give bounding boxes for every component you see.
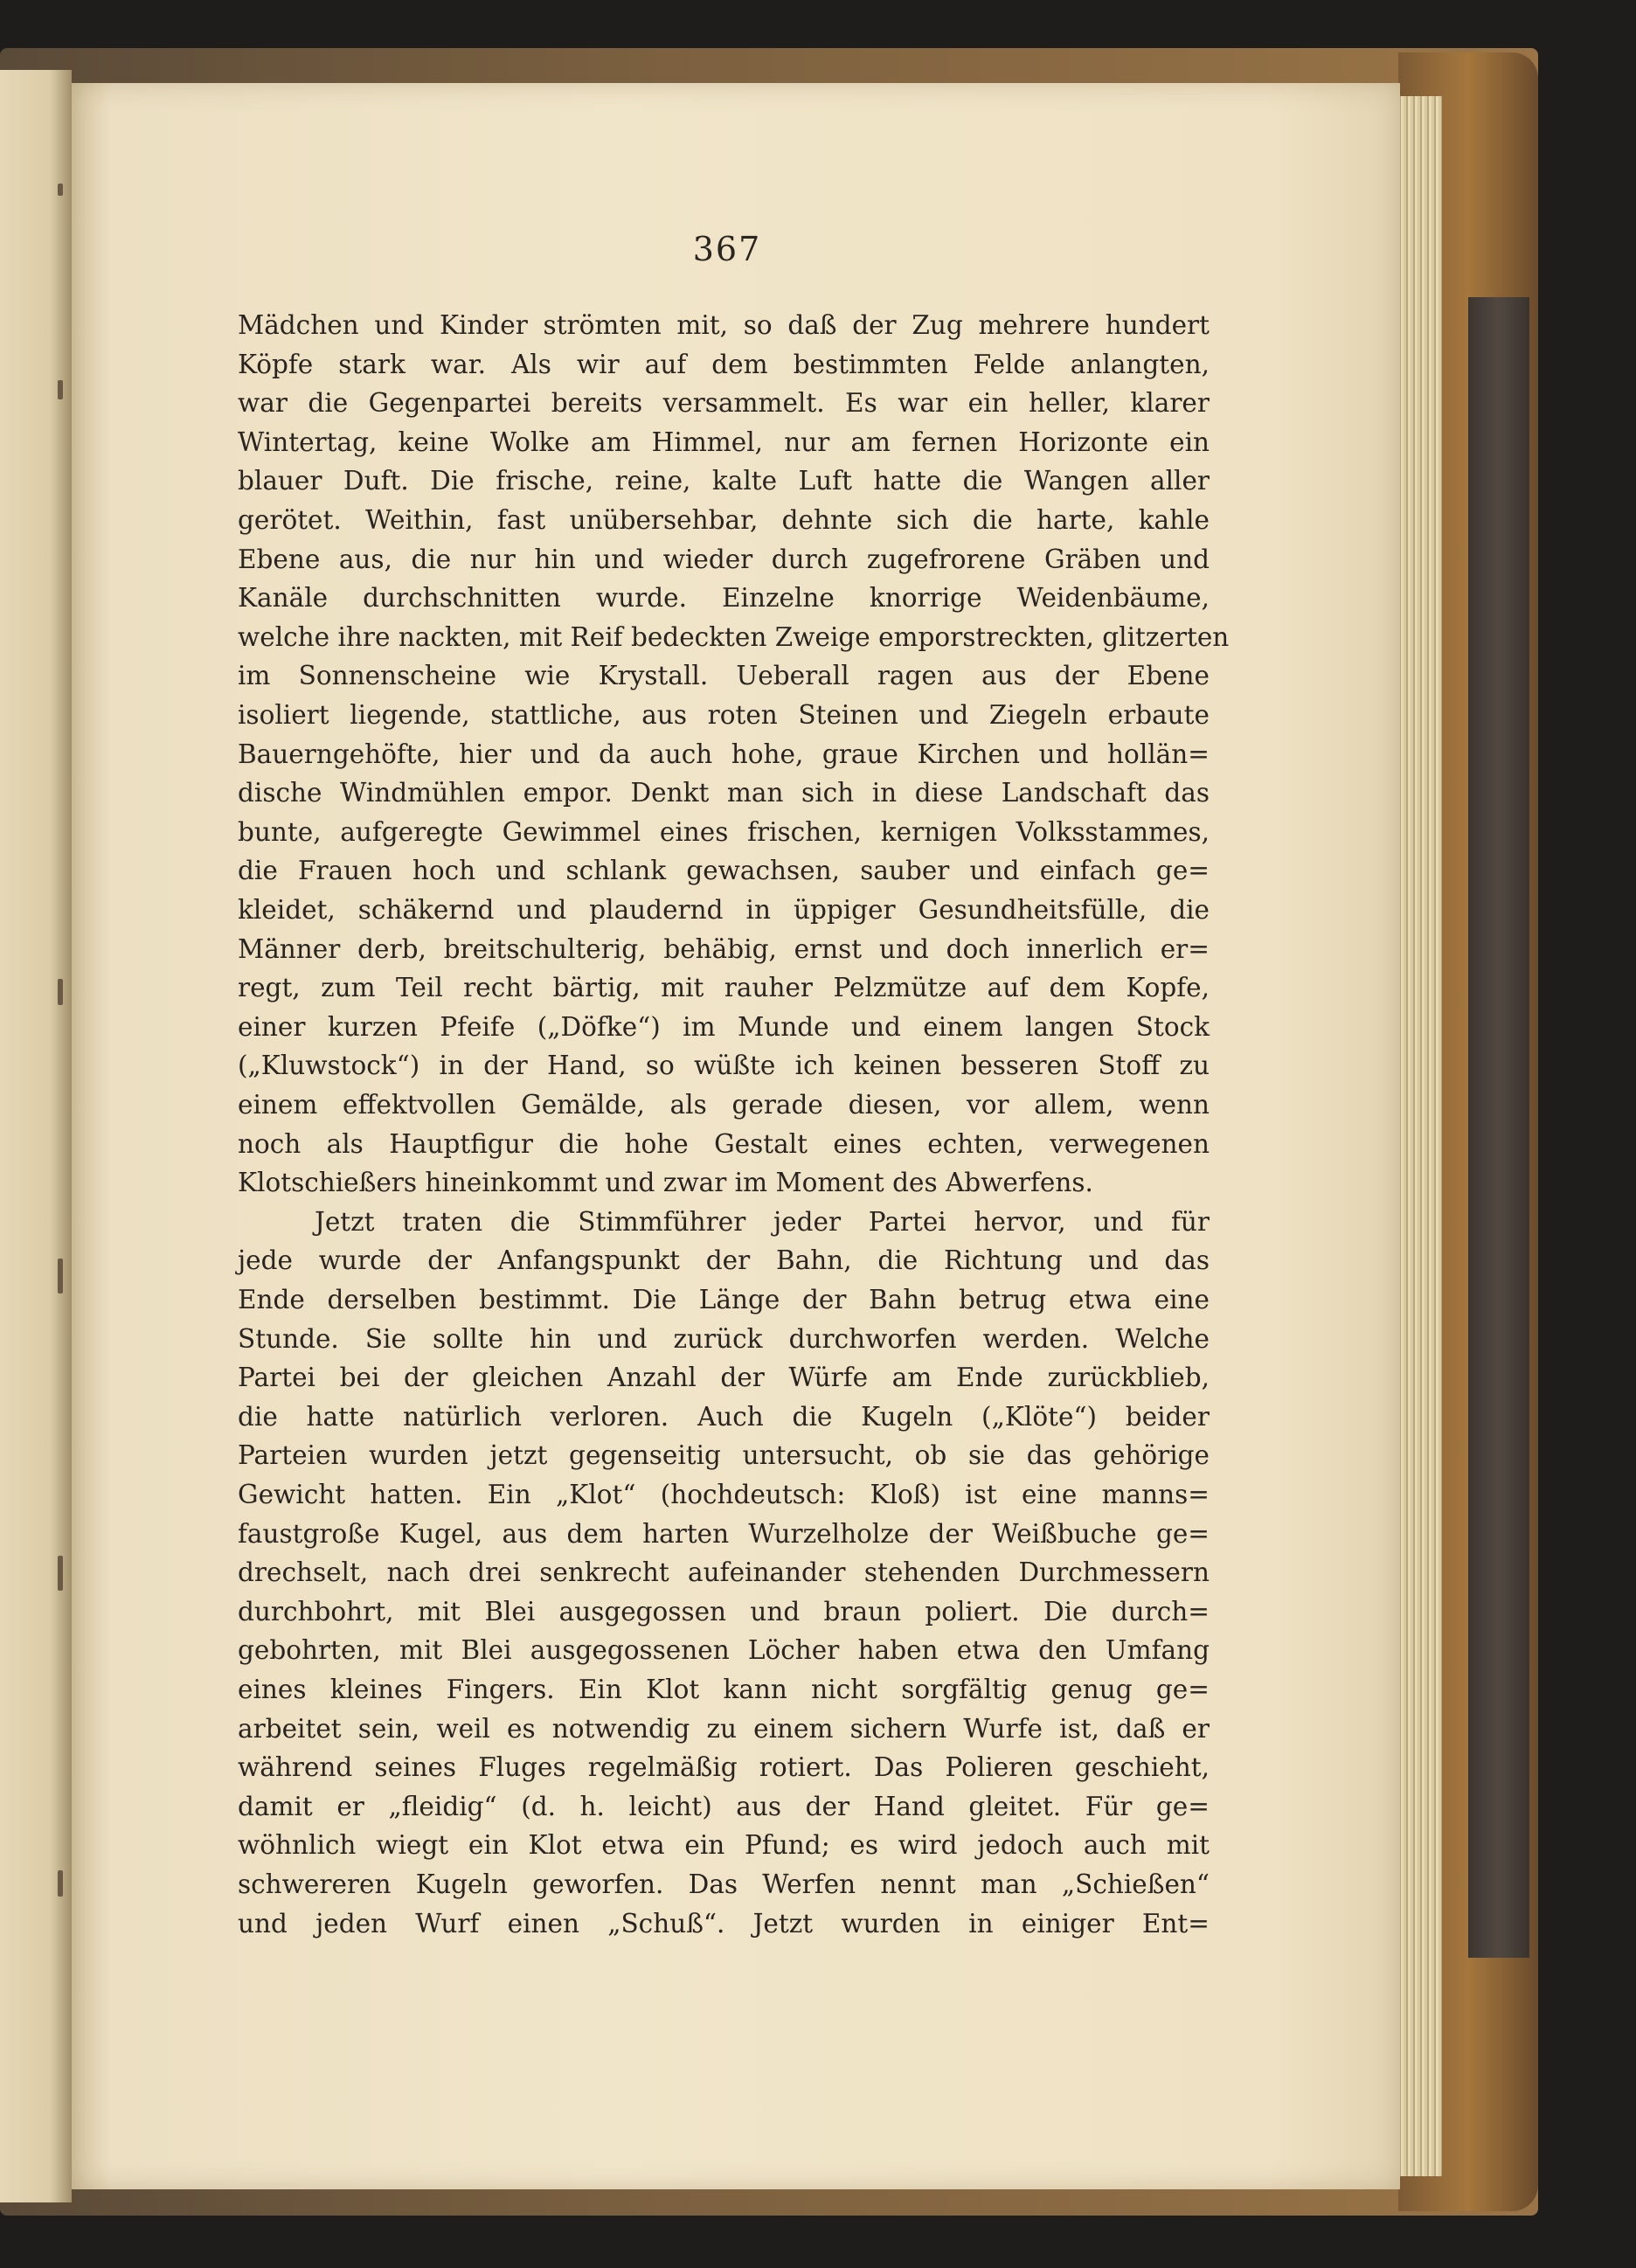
text-line: Jetzt traten die Stimmführer jeder Partei hervor, und für [315, 1206, 1210, 1237]
text-line: kleidet, schäkernd und plaudernd in üppiger Gesundheitsfülle, die [238, 895, 1210, 925]
text-line: Ende derselben bestimmt. Die Länge der Bahn betrug etwa eine [238, 1285, 1210, 1314]
text-line: Klotschießers hineinkommt und zwar im Moment des Abwerfens. [238, 1168, 1093, 1198]
text-line: drechselt, nach drei senkrecht aufeinander stehenden Durchmessern [238, 1557, 1210, 1588]
text-line: eines kleines Fingers. Ein Klot kann nicht sorgfältig genug ge= [238, 1675, 1210, 1704]
cover-edge-cloth [1468, 297, 1529, 1958]
text-line: während seines Fluges regelmäßig rotiert. Das Polieren geschieht, [238, 1752, 1210, 1783]
text-line: regt, zum Teil recht bärtig, mit rauher Pelzmütze auf dem Kopfe, [238, 973, 1210, 1003]
text-line: gerötet. Weithin, fast unübersehbar, dehnte sich die harte, kahle [238, 505, 1210, 535]
text-line: Ebene aus, die nur hin und wieder durch zugefrorene Gräben und [238, 544, 1210, 574]
page-number: 367 [692, 230, 762, 268]
text-line: damit er „fleidig“ (d. h. leicht) aus der Hand gleitet. Für ge= [238, 1791, 1210, 1821]
text-line: im Sonnenscheine wie Krystall. Ueberall ragen aus der Ebene [238, 661, 1210, 691]
text-line: Mädchen und Kinder strömten mit, so daß der Zug mehrere hundert [238, 310, 1210, 340]
text-line: Köpfe stark war. Als wir auf dem bestimmten Felde anlangten, [238, 349, 1210, 379]
text-line: einer kurzen Pfeife („Döfke“) im Munde und einem langen Stock [238, 1011, 1210, 1042]
text-line: jede wurde der Anfangspunkt der Bahn, die Richtung und das [238, 1245, 1210, 1276]
text-line: blauer Duft. Die frische, reine, kalte Luft hatte die Wangen aller [238, 466, 1210, 496]
text-line: Männer derb, breitschulterig, behäbig, ernst und doch innerlich er= [238, 933, 1210, 964]
text-line: die hatte natürlich verloren. Auch die Kugeln („Klöte“) beider [238, 1401, 1210, 1432]
text-line: Gewicht hatten. Ein „Klot“ (hochdeutsch: Kloß) ist eine manns= [238, 1480, 1210, 1509]
text-line: war die Gegenpartei bereits versammelt. Es war ein heller, klarer [238, 388, 1210, 419]
text-line: Stunde. Sie sollte hin und zurück durchworfen werden. Welche [238, 1323, 1210, 1354]
text-line: die Frauen hoch und schlank gewachsen, sauber und einfach ge= [238, 856, 1210, 886]
text-line: Bauerngehöfte, hier und da auch hohe, graue Kirchen und hollän= [238, 739, 1210, 769]
text-line: gebohrten, mit Blei ausgegossenen Löcher haben etwa den Umfang [238, 1635, 1210, 1666]
text-line: einem effektvollen Gemälde, als gerade diesen, vor allem, wenn [238, 1090, 1210, 1120]
text-line: faustgroße Kugel, aus dem harten Wurzelholze der Weißbuche ge= [238, 1518, 1210, 1549]
text-line: isoliert liegende, stattliche, aus roten Steinen und Ziegeln erbaute [238, 700, 1210, 730]
book-page [72, 83, 1400, 2189]
text-line: noch als Hauptfigur die hohe Gestalt eines echten, verwegenen [238, 1128, 1210, 1159]
text-line: wöhnlich wiegt ein Klot etwa ein Pfund; es wird jedoch auch mit [238, 1830, 1210, 1861]
text-line: dische Windmühlen empor. Denkt man sich in diese Landschaft das [238, 778, 1210, 808]
text-line: welche ihre nackten, mit Reif bedeckten Zweige emporstreckten, glitzerten [238, 621, 1230, 652]
text-line: und jeden Wurf einen „Schuß“. Jetzt wurden in einiger Ent= [238, 1908, 1210, 1939]
text-line: bunte, aufgeregte Gewimmel eines frischen, kernigen Volksstammes, [238, 816, 1210, 847]
text-line: Kanäle durchschnitten wurde. Einzelne knorrige Weidenbäume, [238, 583, 1210, 614]
text-line: schwereren Kugeln geworfen. Das Werfen nennt man „Schießen“ [238, 1869, 1210, 1899]
text-line: Partei bei der gleichen Anzahl der Würfe am Ende zurückblieb, [238, 1363, 1210, 1393]
text-line: Wintertag, keine Wolke am Himmel, nur am fernen Horizonte ein [238, 427, 1210, 457]
text-line: Parteien wurden jetzt gegenseitig untersucht, ob sie das gehörige [238, 1440, 1210, 1471]
text-line: arbeitet sein, weil es notwendig zu einem sichern Wurfe ist, daß er [238, 1713, 1210, 1744]
text-line: („Kluwstock“) in der Hand, so wüßte ich keinen besseren Stoff zu [238, 1051, 1210, 1081]
text-line: durchbohrt, mit Blei ausgegossen und braun poliert. Die durch= [238, 1596, 1210, 1626]
facing-page-edge [0, 70, 72, 2202]
